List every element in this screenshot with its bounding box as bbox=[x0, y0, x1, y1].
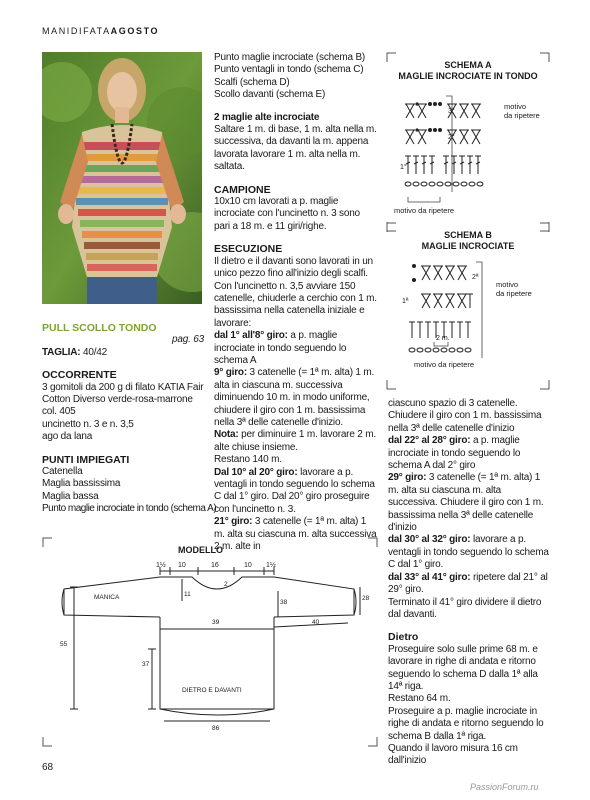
row-label: 3° bbox=[448, 108, 455, 115]
gauge-heading: CAMPIONE bbox=[214, 183, 271, 196]
pattern-title: PULL SCOLLO TONDO bbox=[42, 322, 157, 334]
round-label: 9° giro: bbox=[214, 367, 247, 379]
dimension-label: 11 bbox=[184, 591, 191, 598]
schema-b-title-line2: MAGLIE INCROCIATE bbox=[421, 241, 515, 251]
dimension-label: 40 bbox=[312, 619, 320, 626]
round-text: lavorare a p. ventagli in tondo seguendo lo schema C dal 1° giro. Dal 20° giro proseguire con l'uncinetto n. 3. bbox=[214, 466, 375, 515]
schema-b bbox=[386, 222, 550, 390]
round-text: lavorare a p. ventagli in tondo seguendo lo schema C dal 1° giro. bbox=[388, 534, 549, 571]
repeat-motif-bottom: motivo da ripetere bbox=[414, 360, 475, 369]
dimension-label: 38 bbox=[280, 599, 288, 606]
back-text: Proseguire solo sulle prime 68 m. e lavorare in righe di andata e ritorno seguendo lo schema D dalla 1ª alla 14ª riga. bbox=[388, 643, 538, 692]
sleeve-label: MANICA bbox=[94, 594, 120, 601]
size-value: 40/42 bbox=[80, 346, 108, 358]
round-text: ripetere dal 21° al 29° giro. bbox=[388, 571, 548, 596]
materials-item: 3 gomitoli da 200 g di filato KATIA Fair Cotton Diverso verde-rosa-marrone col. 405 bbox=[42, 381, 204, 418]
size-line bbox=[42, 347, 204, 359]
watermark: PassionForum.ru bbox=[470, 782, 539, 792]
magazine-header bbox=[42, 26, 159, 36]
dimension-label: 86 bbox=[212, 725, 220, 732]
schema-b-title bbox=[386, 230, 550, 252]
dimension-label: 1½ bbox=[266, 562, 276, 569]
stitch-item: Punto maglie incrociate in tondo (schema A) bbox=[42, 503, 217, 515]
magazine-name: MANIDIFATA bbox=[42, 26, 111, 36]
magazine-issue: AGOSTO bbox=[110, 26, 160, 36]
note-text: per diminuire 1 m. lavorare 2 m. alte chiuse insieme. bbox=[214, 429, 376, 453]
stitch-item: Maglia bassa bbox=[42, 490, 99, 502]
repeat-motif-bottom: motivo da ripetere bbox=[394, 206, 455, 215]
dimension-label: 1½ bbox=[156, 562, 166, 569]
materials-item: uncinetto n. 3 e n. 3,5 bbox=[42, 418, 134, 430]
materials-item: ago da lana bbox=[42, 431, 93, 443]
round-text: 3 catenelle (= 1ª m. alta) 1 m. alta in ciascuna m. successiva diminuendo 10 m. in modo uniforme, chiudere il giro con 1 m. bassissima nella 3ª delle catenelle d'inizio. bbox=[214, 367, 375, 428]
round-text: ciascuno spazio di 3 catenelle. Chiudere il giro con 1 m. bassissima nella 3ª delle catenelle d'inizio bbox=[388, 398, 542, 434]
round-instruction bbox=[214, 467, 378, 517]
stitch-item: Scollo davanti (schema E) bbox=[214, 89, 326, 101]
dimension-label: 55 bbox=[60, 641, 68, 648]
repeat-motif-label bbox=[496, 280, 532, 298]
left-column bbox=[42, 322, 217, 516]
schema-a-title-line1: SCHEMA A bbox=[444, 60, 492, 70]
round-label: 21° giro: bbox=[214, 516, 253, 528]
round-label: dal 33° al 41° giro: bbox=[388, 571, 471, 583]
modello-title: MODELLO bbox=[178, 545, 223, 555]
dimension-label: 16 bbox=[211, 562, 219, 569]
repeat-motif-line1: motivo bbox=[504, 102, 527, 111]
stitch-item: Scalfi (schema D) bbox=[214, 76, 290, 88]
round-label: dal 30° al 32° giro: bbox=[388, 534, 471, 546]
round-text: a p. maglie incrociate in tondo seguendo lo schema A dal 2° giro bbox=[388, 435, 521, 472]
round-label: 29° giro: bbox=[388, 472, 427, 484]
back-heading: Dietro bbox=[388, 631, 419, 644]
stitch-item: Punto maglie incrociate (schema B) bbox=[214, 52, 366, 63]
motif-span-label: 2 m. bbox=[436, 335, 450, 342]
crossed-stitches-heading: 2 maglie alte incrociate bbox=[214, 111, 320, 123]
repeat-motif-label bbox=[504, 102, 540, 120]
stitch-count: Restano 64 m. bbox=[388, 693, 451, 705]
row-label: 1ª bbox=[402, 298, 409, 305]
schema-b-title-line1: SCHEMA B bbox=[444, 230, 492, 240]
dimension-label: 37 bbox=[142, 661, 150, 668]
row-label: 2° bbox=[448, 134, 455, 141]
execution-text: Con l'uncinetto n. 3,5 avviare 150 catenelle, chiuderle a cerchio con 1 m. bassissima nella catenella iniziale e lavorare: bbox=[214, 280, 377, 329]
dimension-label: 28 bbox=[362, 595, 370, 602]
round-label: Dal 10° al 20° giro: bbox=[214, 466, 298, 478]
crossed-stitches-text: Saltare 1 m. di base, 1 m. alta nella m. successiva, da davanti la m. appena lavorata lavorare 1 m. alta nella m. saltata. bbox=[214, 124, 377, 173]
size-label: TAGLIA: bbox=[42, 346, 81, 358]
round-instruction bbox=[388, 572, 550, 597]
model-photo bbox=[42, 52, 202, 304]
execution-text: Terminato il 41° giro dividere il dietro dal davanti. bbox=[388, 596, 542, 620]
repeat-motif-line1: motivo bbox=[496, 280, 519, 289]
round-instruction bbox=[214, 367, 378, 429]
stitch-item: Punto ventagli in tondo (schema C) bbox=[214, 64, 364, 76]
row-label: 1° bbox=[400, 164, 407, 171]
materials-heading: OCCORRENTE bbox=[42, 369, 117, 382]
repeat-motif-line2: da ripetere bbox=[496, 289, 532, 298]
stitch-count: Restano 140 m. bbox=[214, 454, 282, 466]
right-column bbox=[388, 398, 550, 768]
row-label: 2ª bbox=[472, 274, 479, 281]
dimension-label: 39 bbox=[212, 619, 220, 626]
round-text: 3 catenelle (= 1ª m. alta) 1 m. alta su ciascuna m. alta successiva. Chiudere il giro con 1 m. bassissima nella 3ª delle catenelle d'inizio bbox=[388, 472, 544, 534]
stitch-item: Catenella bbox=[42, 466, 83, 478]
dimension-label: 2 bbox=[224, 581, 228, 588]
round-instruction bbox=[388, 435, 550, 472]
repeat-motif-line2: da ripetere bbox=[504, 111, 540, 120]
schema-a-title bbox=[386, 60, 550, 82]
schema-a bbox=[386, 52, 550, 232]
schema-a-title-line2: MAGLIE INCROCIATE IN TONDO bbox=[398, 71, 538, 81]
round-instruction bbox=[388, 472, 550, 534]
round-text: a p. maglie incrociate in tondo seguendo lo schema A bbox=[214, 330, 347, 366]
back-text: Proseguire a p. maglie incrociate in righe di andata e ritorno seguendo lo schema B dalla 1ª riga. bbox=[388, 705, 544, 742]
body-label: DIETRO E DAVANTI bbox=[182, 687, 242, 694]
page-number: 68 bbox=[42, 762, 54, 773]
note bbox=[214, 429, 378, 454]
round-label: dal 1° all'8° giro: bbox=[214, 330, 288, 342]
round-instruction bbox=[214, 330, 378, 367]
stitch-item: Maglia bassissima bbox=[42, 478, 121, 490]
page-reference: pag. 63 bbox=[172, 334, 204, 346]
note-label: Nota: bbox=[214, 429, 239, 441]
gauge-text: 10x10 cm lavorati a p. maglie incrociate con l'uncinetto n. 3 sono pari a 18 m. e 11 giri/righe. bbox=[214, 196, 360, 232]
round-instruction bbox=[388, 534, 550, 571]
back-text: Quando il lavoro misura 16 cm dall'inizio bbox=[388, 742, 518, 767]
execution-text: Il dietro e il davanti sono lavorati in un unico pezzo fino all'inizio degli scalfi. bbox=[214, 255, 373, 280]
stitches-heading: PUNTI IMPIEGATI bbox=[42, 453, 130, 466]
round-label: dal 22° al 28° giro: bbox=[388, 435, 471, 447]
dimension-label: 10 bbox=[244, 562, 252, 569]
dimension-label: 10 bbox=[178, 562, 186, 569]
execution-heading: ESECUZIONE bbox=[214, 243, 283, 256]
middle-column bbox=[214, 52, 378, 553]
modello-diagram bbox=[42, 537, 378, 747]
round-text: 3 catenelle (= 1ª m. alta) 1 m. alta su ciascuna m. alta successiva 2 m. alte in bbox=[214, 516, 377, 553]
